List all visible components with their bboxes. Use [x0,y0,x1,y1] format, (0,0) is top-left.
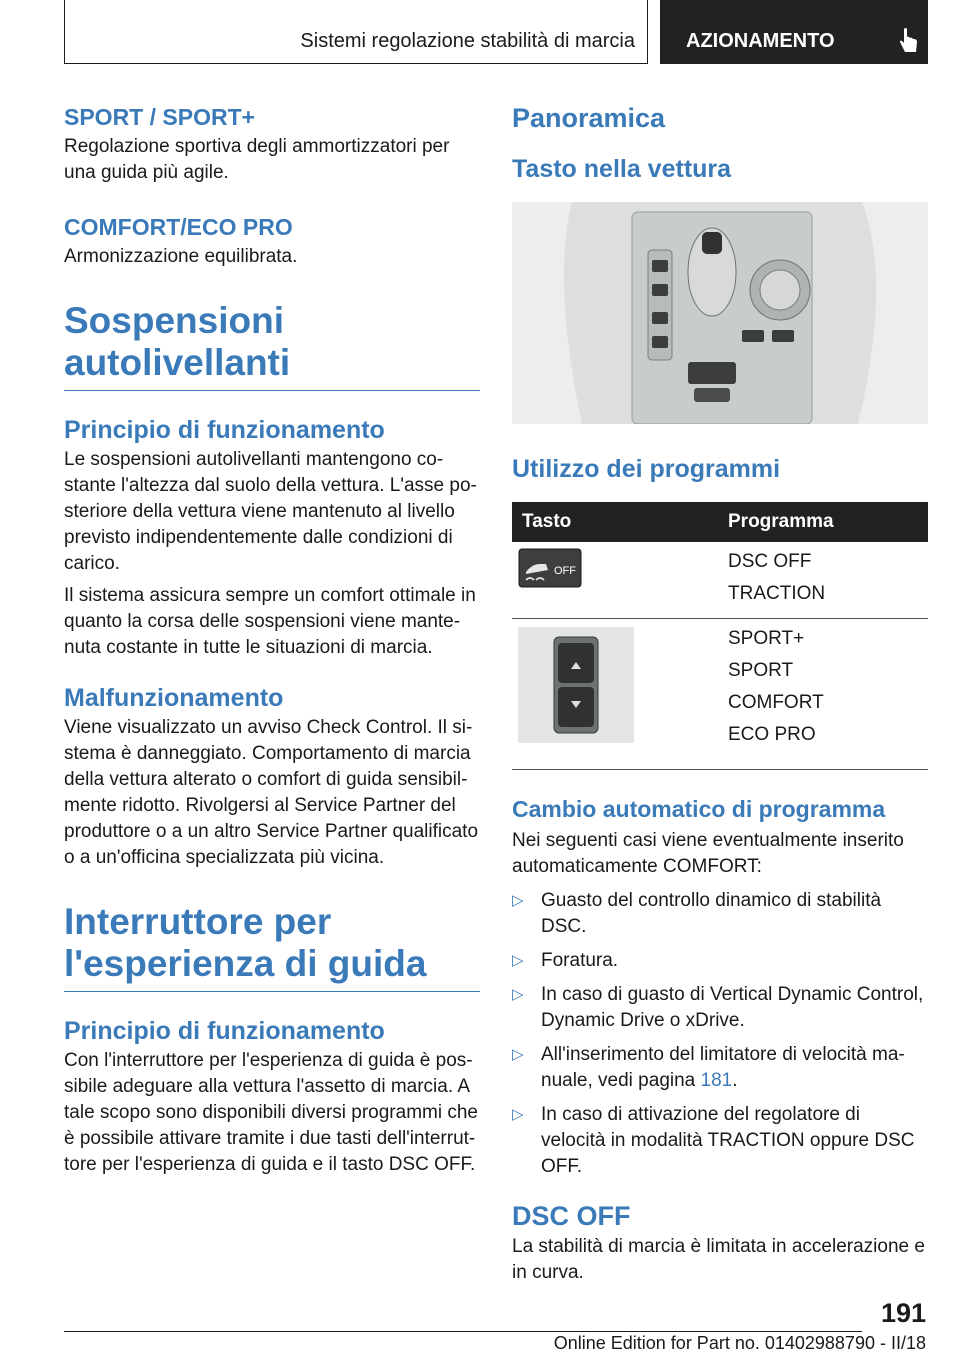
table-cell-programs [728,542,928,619]
list-item-text: Guasto del controllo dinamico di stabilità DSC. [541,890,882,937]
driving-experience-switch-icon [518,627,634,743]
center-console-drawing [512,202,928,424]
conditions-list [512,888,928,1180]
program-label: COMFORT [728,692,824,713]
page-link[interactable]: 181 [700,1070,733,1091]
chapter-title: AZIONAMENTO [686,30,835,52]
principio-paragraph-2: Il sistema assicura sempre un comfort ottimale in quanto la corsa delle sospensioni viene mante-nuta costante in tutte le situazioni di marcia. [64,585,476,658]
table-header-programma: Programma [728,502,928,542]
list-item [512,948,928,974]
comfort-text: Armonizzazione equilibrata. [64,246,298,267]
list-item [512,982,928,1034]
center-console-illustration [512,202,928,424]
table-cell-button [512,542,728,619]
program-label: SPORT [728,660,794,681]
bullet-triangle-icon: ▷ [512,1106,524,1123]
dsc-off-text: La stabilità di marcia è limitata in accelerazione e in curva. [512,1236,925,1283]
list-item-text: Foratura. [541,950,619,971]
bullet-triangle-icon: ▷ [512,986,524,1003]
dsc-off-button-icon [518,548,582,588]
list-item: ▷ All'inserimento del limitatore di velocità ma-nuale, vedi pagina 181. [512,1044,905,1091]
table-row [512,542,928,619]
malfunzionamento-heading: Malfunzionamento [64,684,284,712]
table-cell-button [512,619,728,770]
table-row [512,619,928,770]
table-header-tasto: Tasto [512,502,728,542]
interruttore-heading-line2: l'esperienza di guida [64,943,480,992]
list-item [512,888,928,940]
cambio-intro: Nei seguenti casi viene eventualmente inserito automaticamente COMFORT: [512,830,904,877]
list-item-text: In caso di attivazione del regolatore di velocità in modalità TRACTION oppure DSC OFF. [541,1104,915,1177]
table-cell-programs [728,619,928,770]
sport-heading: SPORT / SPORT+ [64,104,256,130]
principio-paragraph-1: Le sospensioni autolivellanti mantengono co-stante l'altezza dal suolo della vettura. L'asse po-steriore della vettura viene mantenuto al livello previsto indipendentemente dalle condizioni di carico. [64,449,477,574]
right-column [512,100,928,1286]
page-number: 191 [880,1298,926,1328]
program-label: SPORT+ [728,628,805,649]
bullet-triangle-icon: ▷ [512,952,524,969]
panoramica-heading: Panoramica [512,103,666,133]
bullet-triangle-icon: ▷ [512,1046,524,1063]
hand-pointer-icon [898,28,920,56]
malfunzionamento-text: Viene visualizzato un avviso Check Control. Il si-stema è danneggiato. Comportamento di marcia della vettura alterato o comfort di guida sensibil-mente ridotto. Rivolgersi al Service Partner del produttore o a un altro Service Partner qualificato o a un'officina specializzata più vicina. [64,717,479,868]
dsc-off-heading: DSC OFF [512,1201,631,1231]
left-column [64,100,480,1178]
tasto-heading: Tasto nella vettura [512,155,732,183]
utilizzo-heading: Utilizzo dei programmi [512,455,781,483]
page-header [64,0,928,64]
principio-heading-1: Principio di funzionamento [64,416,385,444]
cambio-heading: Cambio automatico di programma [512,796,886,822]
dsc-off-button-label: OFF [554,565,576,577]
interruttore-heading-line1: Interruttore per [64,901,332,942]
comfort-heading: COMFORT/ECO PRO [64,214,293,240]
sport-text: Regolazione sportiva degli ammortizzatori per una guida più agile. [64,136,450,183]
section-title: Sistemi regolazione stabilità di marcia [64,0,648,64]
list-item-text: All'inserimento del limitatore di velocità ma-nuale, vedi pagina [541,1044,905,1091]
program-label: DSC OFF [728,551,812,572]
program-label: TRACTION [728,583,826,604]
sospensioni-heading: Sospensioni autolivellanti [64,300,480,391]
principio-paragraph-3: Con l'interruttore per l'esperienza di guida è pos-sibile adeguare alla vettura l'assetto di marcia. A tale scopo sono disponibili diversi programmi che è possibile attivare tramite i due tasti dell'interrut-tore per l'esperienza di guida e il tasto DSC OFF. [64,1050,478,1175]
program-label: ECO PRO [728,724,816,745]
footer-edition: Online Edition for Part no. 01402988790 - II/18 [553,1333,926,1353]
principio-heading-2: Principio di funzionamento [64,1017,385,1045]
programs-table [512,502,928,770]
list-item [512,1102,928,1180]
bullet-triangle-icon: ▷ [512,892,524,909]
footer-divider [64,1331,862,1332]
chapter-tab [660,0,928,64]
table-header-row [512,502,928,542]
list-item-text: In caso di guasto di Vertical Dynamic Control, Dynamic Drive o xDrive. [541,984,924,1031]
